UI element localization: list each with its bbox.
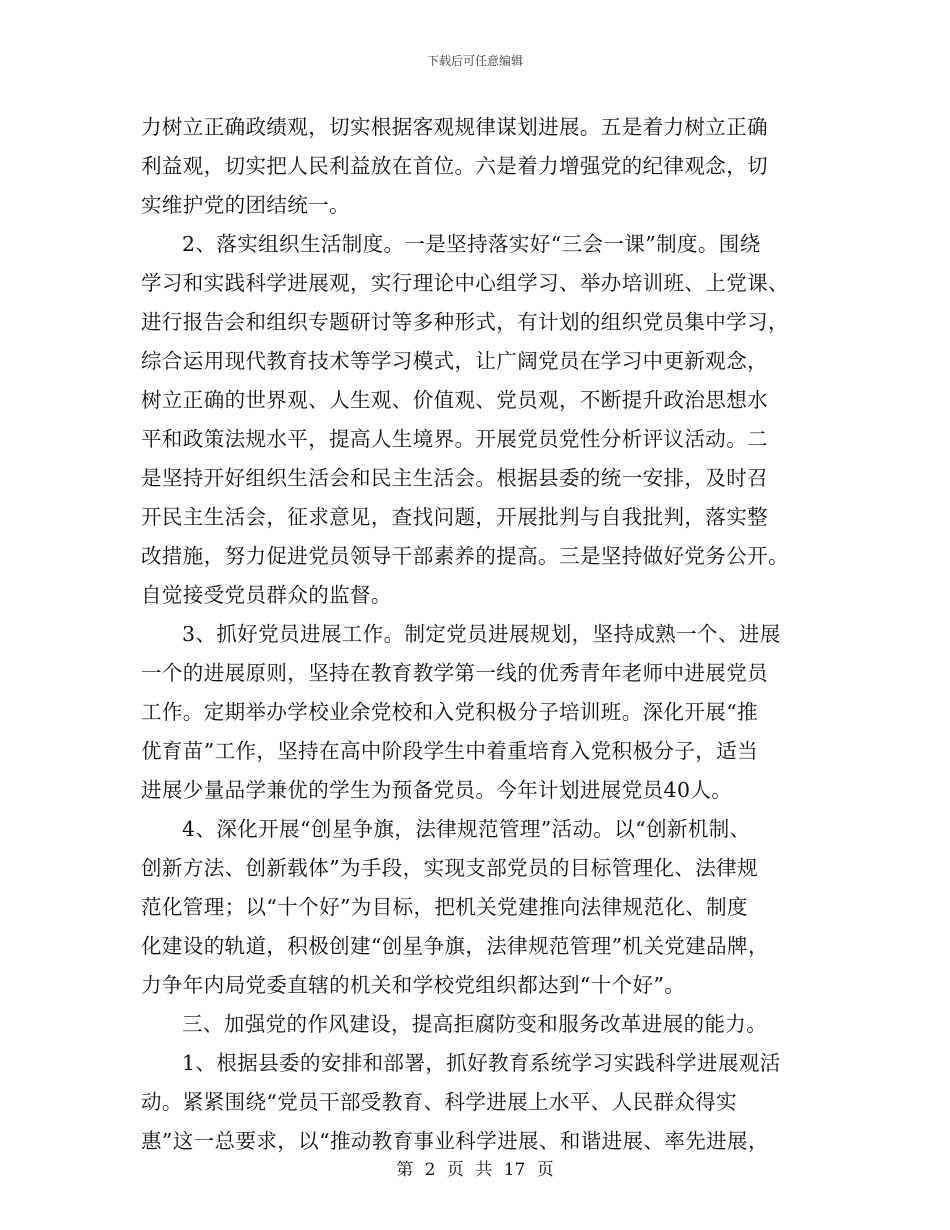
text-line: 化建设的轨道，积极创建“创星争旗，法律规范管理”机关党建品牌，: [141, 934, 769, 958]
text-line: 进展少量品学兼优的学生为预备党员。今年计划进展党员40人。: [141, 778, 733, 802]
text-line: 一个的进展原则，坚持在教育教学第一线的优秀青年老师中进展党员: [141, 661, 768, 685]
text-line: 开民主生活会，征求意见，查找问题，开展批判与自我批判，落实整: [141, 505, 768, 529]
text-line: 自觉接受党员群众的监督。: [141, 583, 392, 607]
text-line: 平和政策法规水平，提高人生境界。开展党员党性分析评议活动。二: [141, 427, 768, 451]
text-line: 进行报告会和组织专题研讨等多种形式，有计划的组织党员集中学习，: [141, 310, 789, 334]
text-line: 力争年内局党委直辖的机关和学校党组织都达到“十个好”。: [141, 973, 686, 997]
text-line: 改措施，努力促进党员领导干部素养的提高。三是坚持做好党务公开。: [141, 544, 789, 568]
page-header: 下载后可任意编辑: [426, 54, 523, 68]
paragraph-start-line: 2、落实组织生活制度。一是坚持落实好“三会一课”制度。围绕: [182, 232, 761, 256]
text-line: 是坚持开好组织生活会和民主生活会。根据县委的统一安排，及时召: [141, 466, 768, 490]
section-heading-line: 三、加强党的作风建设，提高拒腐防变和服务改革进展的能力。: [182, 1012, 768, 1036]
text-line: 创新方法、创新载体”为手段，实现支部党员的目标管理化、法律规: [141, 856, 758, 880]
text-line: 动。紧紧围绕“党员干部受教育、科学进展上水平、人民群众得实: [141, 1090, 738, 1114]
text-line: 力树立正确政绩观，切实根据客观规律谋划进展。五是着力树立正确: [141, 115, 768, 139]
text-line: 实维护党的团结统一。: [141, 193, 350, 217]
text-line: 工作。定期举办学校业余党校和入党积极分子培训班。深化开展“推: [141, 700, 758, 724]
paragraph-start-line: 3、抓好党员进展工作。制定党员进展规划，坚持成熟一个、进展: [182, 622, 781, 646]
page-footer: 第 2 页 共 17 页: [396, 1160, 554, 1180]
text-line: 树立正确的世界观、人生观、价值观、党员观，不断提升政治思想水: [141, 388, 768, 412]
text-line: 优育苗”工作，坚持在高中阶段学生中着重培育入党积极分子，适当: [141, 739, 758, 763]
text-line: 范化管理；以“十个好”为目标，把机关党建推向法律规范化、制度: [141, 895, 748, 919]
text-line: 综合运用现代教育技术等学习模式，让广阔党员在学习中更新观念，: [141, 349, 768, 373]
document-body: [141, 108, 809, 1161]
paragraph-start-line: 1、根据县委的安排和部署，抓好教育系统学习实践科学进展观活: [182, 1051, 781, 1075]
text-line: 利益观，切实把人民利益放在首位。六是着力增强党的纪律观念，切: [141, 154, 768, 178]
text-line: 惠”这一总要求，以“推动教育事业科学进展、和谐进展、率先进展，: [141, 1129, 769, 1153]
paragraph-start-line: 4、深化开展“创星争旗，法律规范管理”活动。以“创新机制、: [182, 817, 751, 841]
text-line: 学习和实践科学进展观，实行理论中心组学习、举办培训班、上党课、: [141, 271, 789, 295]
